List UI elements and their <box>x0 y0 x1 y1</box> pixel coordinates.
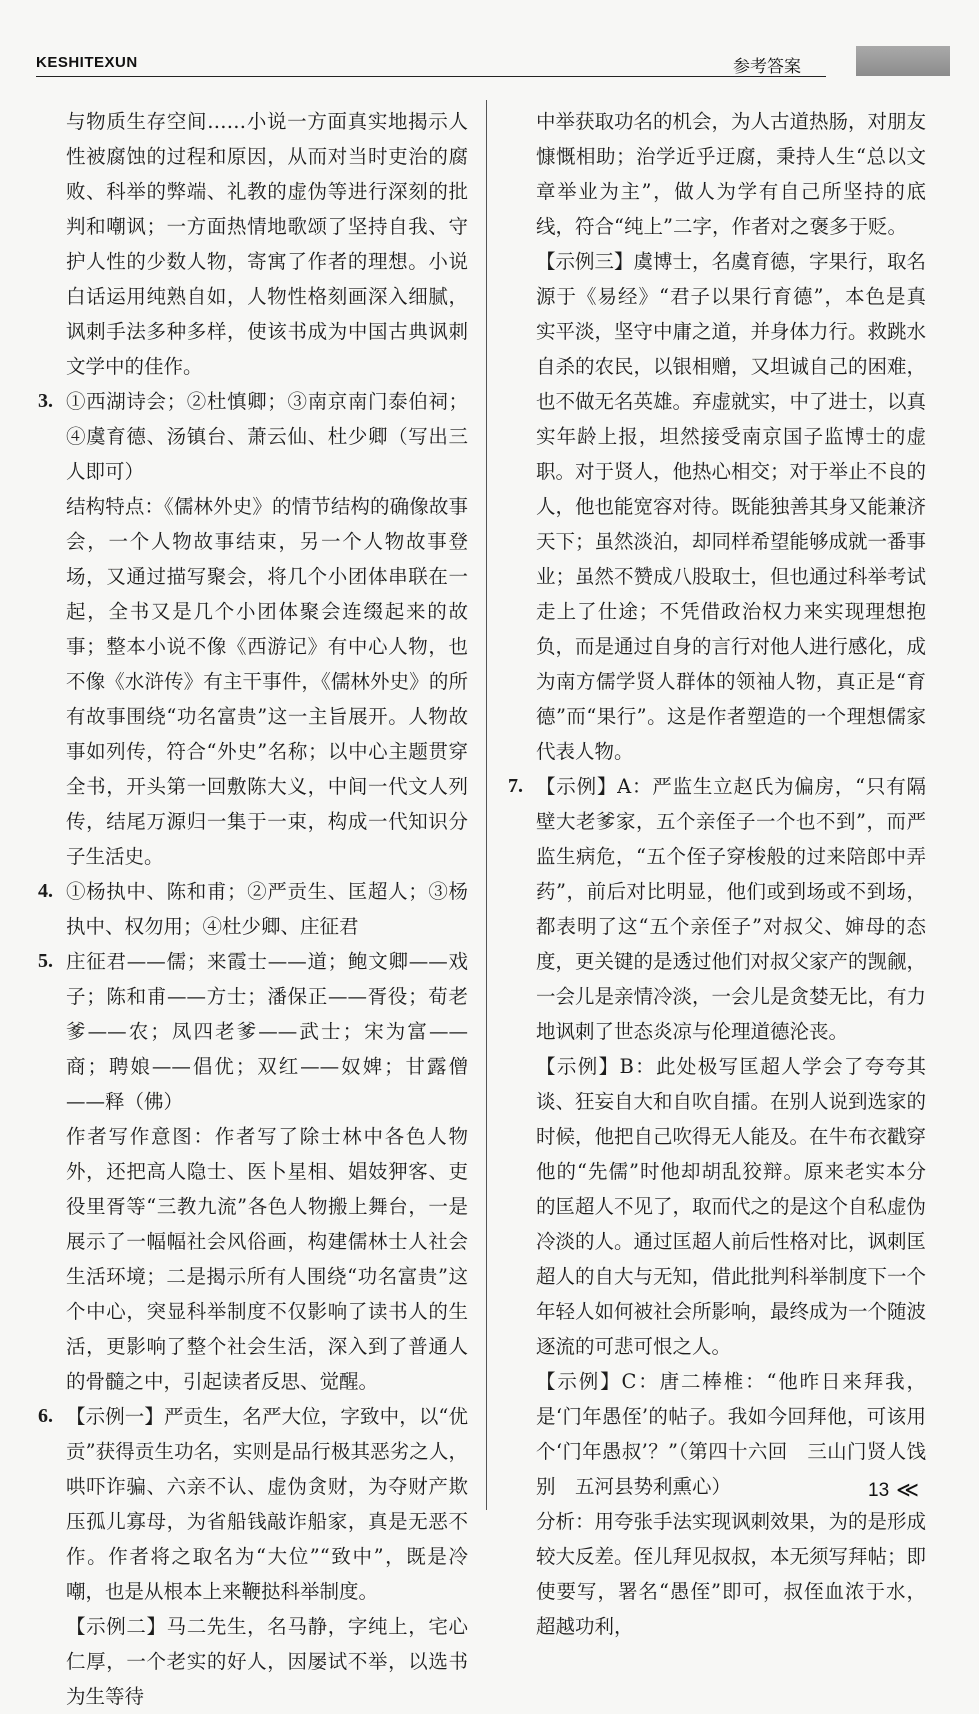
left-column <box>38 104 468 1714</box>
brand-text: KESHITEXUN <box>36 54 138 71</box>
page-header <box>36 44 916 84</box>
answer-3-part-b: 结构特点：《儒林外史》的情节结构的确像故事会，一个人物故事结束，另一个人物故事登场，又通过描写聚会，将几个小团体串联在一起，全书又是几个小团体聚会连缀起来的故事；整本小说不像《西游记》有中心人物，也不像《水浒传》有主干事件，《儒林外史》的所有故事围绕“功名富贵”这一主旨展开。人物故事如列传，符合“外史”名称；以中心主题贯穿全书，开头第一回敷陈大义，中间一代文人列传，结尾万源归一集于一束，构成一代知识分子生活史。 <box>66 495 468 868</box>
answer-7-analysis: 分析：用夸张手法实现讽刺效果，为的是形成较大反差。侄儿拜见叔叔，本无须写拜帖；即使要写，署名“愚侄”即可，叔侄血浓于水，超越功利， <box>536 1510 927 1638</box>
answer-4-text: ①杨执中、陈和甫；②严贡生、匡超人；③杨执中、权勿用；④杜少卿、庄征君 <box>66 880 468 938</box>
page-number: 13 <box>868 1480 890 1501</box>
answer-number: 6. <box>38 1405 53 1427</box>
answer-4 <box>38 874 468 944</box>
answer-6-example-3: 【示例三】虞博士，名虞育德，字果行，取名源于《易经》“君子以果行育德”，本色是真实平淡，坚守中庸之道，并身体力行。救跳水自杀的农民，以银相赠，又坦诚自己的困难，也不做无名英雄。弃虚就实，中了进士，以真实年龄上报，坦然接受南京国子监博士的虚职。对于贤人，他热心相交；对于举止不良的人，他也能宽容对待。既能独善其身又能兼济天下；虽然淡泊，却同样希望能够成就一番事业；虽然不赞成八股取士，但也通过科举考试走上了仕途；不凭借政治权力来实现理想抱负，而是通过自身的言行对他人进行感化，成为南方儒学贤人群体的领袖人物，真正是“育德”而“果行”。这是作者塑造的一个理想儒家代表人物。 <box>536 250 927 763</box>
answer-5 <box>38 944 468 1399</box>
answer-7-example-b: 【示例】B：此处极写匡超人学会了夸夸其谈、狂妄自大和自吹自擂。在别人说到选家的时候，他把自己吹得无人能及。在牛布衣戳穿他的“先儒”时他却胡乱狡辩。原来老实本分的匡超人不见了，取而代之的是这个自私虚伪冷淡的人。通过匡超人前后性格对比，讽刺匡超人的自大与无知，借此批判科举制度下一个年轻人如何被社会所影响，最终成为一个随波逐流的可悲可恨之人。 <box>536 1055 927 1358</box>
answer-number: 7. <box>508 775 523 797</box>
answer-number: 3. <box>38 390 53 412</box>
double-chevron-left-icon: ≪ <box>896 1478 920 1503</box>
answer-number: 5. <box>38 950 53 972</box>
answer-3 <box>38 384 468 874</box>
answer-7-example-c: 【示例】C：唐二棒椎：“他昨日来拜我，是‘门年愚侄’的帖子。我如今回拜他，可该用个‘门年愚叔’？”（第四十六回 三山门贤人饯别 五河县势利熏心） <box>536 1370 926 1498</box>
column-divider <box>486 100 487 1510</box>
answer-5-part-b: 作者写作意图：作者写了除士林中各色人物外，还把高人隐士、医卜星相、娼妓狎客、吏役里胥等“三教九流”各色人物搬上舞台，一是展示了一幅幅社会风俗画，构建儒林士人社会生活环境；二是揭示所有人围绕“功名富贵”这个中心，突显科举制度不仅影响了读书人的生活，更影响了整个社会生活，深入到了普通人的骨髓之中，引起读者反思、觉醒。 <box>66 1125 468 1393</box>
section-title: 参考答案 <box>733 57 801 77</box>
answer-5-part-a: 庄征君——儒；来霞士——道；鲍文卿——戏子；陈和甫——方士；潘保正——胥役；荀老爹——农；凤四老爹——武士；宋为富——商；聘娘——倡优；双红——奴婢；甘露僧——释（佛） <box>66 950 468 1113</box>
answer-6-example-2: 【示例二】马二先生，名马静，字纯上，宅心仁厚，一个老实的好人，因屡试不举，以选书为生等待 <box>66 1615 468 1708</box>
answer-7-example-a: 【示例】A：严监生立赵氏为偏房，“只有隔壁大老爹家，五个亲侄子一个也不到”，而严监生病危，“五个侄子穿梭般的过来陪郎中弄药”，前后对比明显，他们或到场或不到场，都表明了这“五个亲侄子”对叔父、婶母的态度，更关键的是透过他们对叔父家产的觊觎，一会儿是亲情冷淡，一会儿是贪婪无比，有力地讽刺了世态炎凉与伦理道德沦丧。 <box>536 775 927 1043</box>
answer-7 <box>508 769 926 1644</box>
intro-paragraph: 与物质生存空间……小说一方面真实地揭示人性被腐蚀的过程和原因，从而对当时吏治的腐败、科举的弊端、礼教的虚伪等进行深刻的批判和嘲讽；一方面热情地歌颂了坚持自我、守护人性的少数人物，寄寓了作者的理想。小说白话运用纯熟自如，人物性格刻画深入细腻，讽刺手法多种多样，使该书成为中国古典讽刺文学中的佳作。 <box>66 110 468 378</box>
answer-6 <box>38 1399 468 1714</box>
answer-6-example-1: 【示例一】严贡生，名严大位，字致中，以“优贡”获得贡生功名，实则是品行极其恶劣之人，哄吓诈骗、六亲不认、虚伪贪财，为夺财产欺压孤儿寡母，为省船钱敲诈船家，真是无恶不作。作者将之取名为“大位”“致中”，既是冷嘲，也是从根本上来鞭挞科举制度。 <box>66 1405 468 1603</box>
answer-number: 4. <box>38 880 53 902</box>
header-rule <box>36 76 826 77</box>
answer-3-part-a: ①西湖诗会；②杜慎卿；③南京南门泰伯祠；④虞育德、汤镇台、萧云仙、杜少卿（写出三人即可） <box>66 390 468 483</box>
header-decoration-block <box>856 46 950 76</box>
answer-6-example-2-continued: 中举获取功名的机会，为人古道热肠，对朋友慷慨相助；治学近乎迂腐，秉持人生“总以文章举业为主”，做人为学有自己所坚持的底线，符合“纯上”二字，作者对之褒多于贬。 <box>536 110 927 238</box>
page-footer <box>868 1480 940 1510</box>
right-column <box>508 104 926 1644</box>
